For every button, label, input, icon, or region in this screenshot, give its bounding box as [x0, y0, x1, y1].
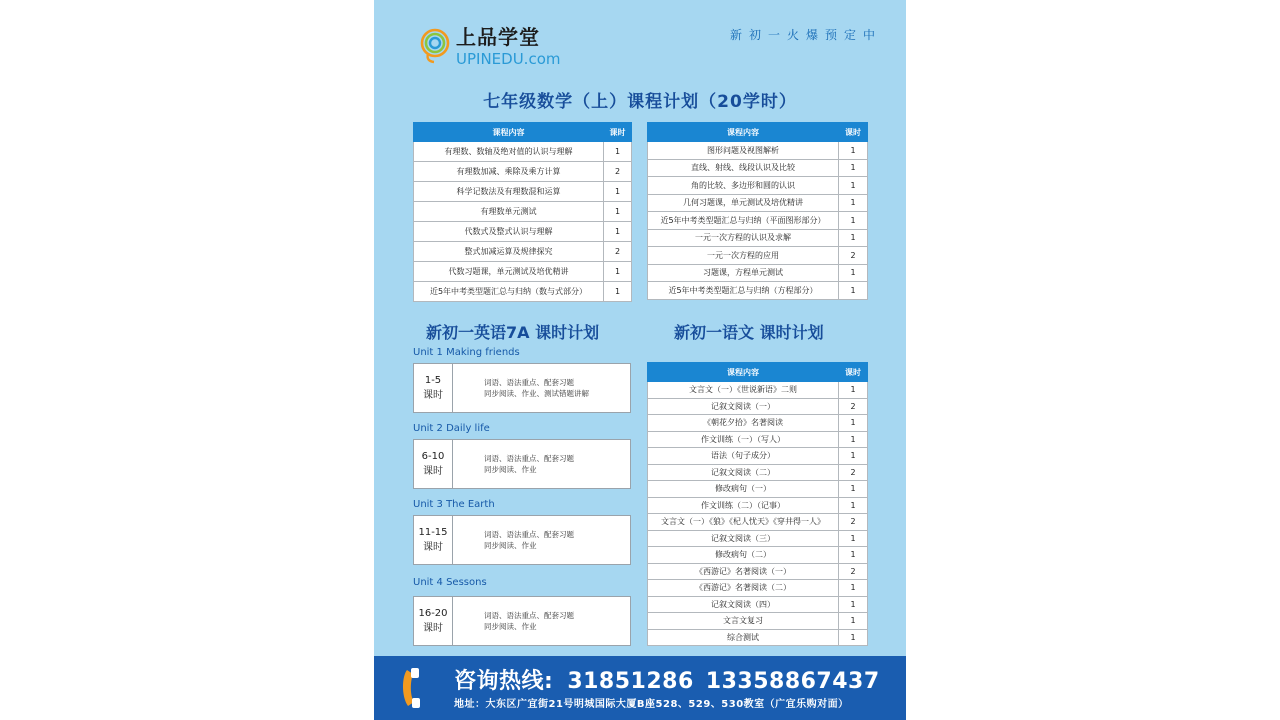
hotline [454, 664, 880, 695]
table-row [414, 262, 632, 282]
course-content-cell: 近5年中考类型题汇总与归纳（平面图形部分） [648, 212, 839, 230]
table-row [648, 212, 868, 230]
unit-content-line: 词语、语法重点、配套习题 [484, 378, 574, 387]
hours-cell: 1 [839, 596, 868, 613]
brand-name-cn: 上品学堂 [456, 25, 540, 49]
course-content-cell: 近5年中考类型题汇总与归纳（方程部分） [648, 282, 839, 300]
unit-4-box [413, 596, 631, 646]
course-content-cell: 综合测试 [648, 629, 839, 646]
table-row [414, 142, 632, 162]
course-content-cell: 图形问题及视图解析 [648, 142, 839, 160]
hours-cell: 2 [839, 514, 868, 531]
unit-hours [414, 516, 453, 564]
spiral-logo-icon [420, 28, 452, 64]
hours-cell: 1 [604, 262, 632, 282]
math-table-right [647, 122, 868, 300]
unit-1-box [413, 363, 631, 413]
address-text: 地址：大东区广宜街21号明城国际大厦B座528、529、530教室（广宜乐购对面） [454, 699, 849, 710]
table-row [648, 415, 868, 432]
chinese-plan-title: 新初一语文 课时计划 [674, 323, 824, 342]
hours-cell: 1 [839, 177, 868, 195]
table-row [648, 448, 868, 465]
table-row [648, 177, 868, 195]
table-row [648, 481, 868, 498]
course-content-cell: 修改病句（二） [648, 547, 839, 564]
unit-hours [414, 597, 453, 645]
column-header-content: 课程内容 [648, 123, 839, 142]
unit-hour-range: 1-5 [424, 375, 442, 386]
hours-cell: 1 [839, 530, 868, 547]
hours-cell: 1 [839, 229, 868, 247]
hours-cell: 1 [839, 431, 868, 448]
hours-cell: 1 [839, 613, 868, 630]
unit-1-label: Unit 1 Making friends [413, 347, 520, 358]
english-plan-title: 新初一英语7A 课时计划 [426, 323, 600, 342]
course-content-cell: 整式加减运算及规律探究 [414, 242, 604, 262]
table-row [648, 398, 868, 415]
unit-content [484, 364, 589, 412]
unit-4-label: Unit 4 Sessons [413, 577, 487, 588]
course-content-cell: 代数习题课，单元测试及培优精讲 [414, 262, 604, 282]
course-content-cell: 有理数单元测试 [414, 202, 604, 222]
table-row [648, 596, 868, 613]
promo-tagline: 新初一火爆预定中 [729, 28, 882, 42]
unit-3-label: Unit 3 The Earth [413, 499, 495, 510]
unit-hour-range: 6-10 [421, 451, 445, 462]
phone-icon [400, 666, 426, 710]
hours-cell: 1 [839, 142, 868, 160]
column-header-hours: 课时 [839, 123, 868, 142]
column-header-content: 课程内容 [648, 363, 839, 382]
table-row [648, 282, 868, 300]
course-content-cell: 角的比较、多边形和圆的认识 [648, 177, 839, 195]
hours-cell: 2 [839, 247, 868, 265]
course-content-cell: 记叙文阅读（一） [648, 398, 839, 415]
phone-number-2[interactable]: 13358867437 [705, 669, 880, 694]
brand-logo [420, 24, 580, 70]
course-content-cell: 几何习题课，单元测试及培优精讲 [648, 194, 839, 212]
course-content-cell: 文言文复习 [648, 613, 839, 630]
course-content-cell: 记叙文阅读（二） [648, 464, 839, 481]
unit-content-line: 同步阅读、作业 [484, 541, 537, 550]
hours-cell: 1 [839, 282, 868, 300]
table-header-row [648, 123, 868, 142]
unit-content-line: 同步阅读、作业 [484, 622, 537, 631]
math-plan-title: 七年级数学（上）课程计划（20学时） [483, 92, 797, 112]
chinese-table [647, 362, 868, 646]
table-row [648, 464, 868, 481]
course-content-cell: 代数式及整式认识与理解 [414, 222, 604, 242]
column-header-hours: 课时 [604, 123, 632, 142]
course-content-cell: 《西游记》名著阅读（一） [648, 563, 839, 580]
unit-content [484, 516, 574, 564]
course-content-cell: 作文训练（一）（写人） [648, 431, 839, 448]
hours-cell: 1 [604, 202, 632, 222]
hours-cell: 1 [839, 547, 868, 564]
unit-hours [414, 364, 453, 412]
table-row [648, 530, 868, 547]
hours-cell: 2 [839, 464, 868, 481]
course-content-cell: 有理数加减、乘除及乘方计算 [414, 162, 604, 182]
table-row [648, 142, 868, 160]
phone-number-1[interactable]: 31851286 [567, 669, 694, 694]
course-content-cell: 文言文（一）《世说新语》二则 [648, 382, 839, 399]
table-row [648, 563, 868, 580]
brand-name-en: UPINEDU.com [456, 50, 561, 68]
hours-cell: 1 [839, 497, 868, 514]
course-poster [374, 0, 906, 720]
table-row [414, 282, 632, 302]
column-header-hours: 课时 [839, 363, 868, 382]
hours-cell: 1 [839, 264, 868, 282]
table-header-row [648, 363, 868, 382]
table-row [648, 497, 868, 514]
table-row [648, 247, 868, 265]
hours-cell: 1 [604, 282, 632, 302]
table-row [414, 162, 632, 182]
table-row [648, 229, 868, 247]
unit-content-line: 词语、语法重点、配套习题 [484, 454, 574, 463]
course-content-cell: 科学记数法及有理数混和运算 [414, 182, 604, 202]
course-content-cell: 习题课，方程单元测试 [648, 264, 839, 282]
course-content-cell: 有理数、数轴及绝对值的认识与理解 [414, 142, 604, 162]
hours-cell: 1 [604, 222, 632, 242]
hours-cell: 1 [839, 194, 868, 212]
table-row [648, 264, 868, 282]
hours-cell: 1 [839, 382, 868, 399]
table-row [648, 613, 868, 630]
course-content-cell: 一元一次方程的认识及求解 [648, 229, 839, 247]
hotline-label: 咨询热线: [454, 669, 554, 694]
unit-hour-range: 11-15 [418, 527, 448, 538]
hours-cell: 2 [604, 242, 632, 262]
table-row [648, 159, 868, 177]
hours-cell: 1 [604, 182, 632, 202]
unit-content-line: 同步阅读、作业、测试错题讲解 [484, 389, 589, 398]
unit-hour-unit: 课时 [423, 623, 443, 634]
hours-cell: 1 [839, 415, 868, 432]
unit-content [484, 597, 574, 645]
table-row [414, 242, 632, 262]
table-row [648, 580, 868, 597]
course-content-cell: 语法（句子成分） [648, 448, 839, 465]
course-content-cell: 记叙文阅读（四） [648, 596, 839, 613]
unit-content-line: 词语、语法重点、配套习题 [484, 530, 574, 539]
course-content-cell: 《朝花夕拾》名著阅读 [648, 415, 839, 432]
unit-hour-unit: 课时 [423, 390, 443, 401]
hours-cell: 1 [839, 580, 868, 597]
course-content-cell: 一元一次方程的应用 [648, 247, 839, 265]
contact-footer [374, 656, 906, 720]
hours-cell: 1 [839, 159, 868, 177]
hours-cell: 1 [839, 448, 868, 465]
unit-content [484, 440, 574, 488]
table-row [648, 514, 868, 531]
course-content-cell: 近5年中考类型题汇总与归纳（数与式部分） [414, 282, 604, 302]
table-row [648, 629, 868, 646]
table-row [648, 431, 868, 448]
hours-cell: 2 [604, 162, 632, 182]
course-content-cell: 修改病句（一） [648, 481, 839, 498]
math-table-left [413, 122, 632, 302]
hours-cell: 1 [839, 629, 868, 646]
course-content-cell: 《西游记》名著阅读（二） [648, 580, 839, 597]
hours-cell: 1 [839, 481, 868, 498]
unit-3-box [413, 515, 631, 565]
table-header-row [414, 123, 632, 142]
table-row [414, 182, 632, 202]
unit-hour-unit: 课时 [423, 542, 443, 553]
unit-hour-range: 16-20 [418, 608, 448, 619]
table-row [414, 222, 632, 242]
table-row [414, 202, 632, 222]
course-content-cell: 文言文（一）《狼》《杞人忧天》《穿井得一人》 [648, 514, 839, 531]
hours-cell: 1 [839, 212, 868, 230]
table-row [648, 382, 868, 399]
hours-cell: 2 [839, 563, 868, 580]
unit-content-line: 同步阅读、作业 [484, 465, 537, 474]
unit-content-line: 词语、语法重点、配套习题 [484, 611, 574, 620]
unit-hours [414, 440, 453, 488]
course-content-cell: 作文训练（二）（记事） [648, 497, 839, 514]
course-content-cell: 记叙文阅读（三） [648, 530, 839, 547]
hours-cell: 1 [604, 142, 632, 162]
column-header-content: 课程内容 [414, 123, 604, 142]
course-content-cell: 直线、射线、线段认识及比较 [648, 159, 839, 177]
hours-cell: 2 [839, 398, 868, 415]
unit-2-label: Unit 2 Daily life [413, 423, 490, 434]
table-row [648, 547, 868, 564]
unit-hour-unit: 课时 [423, 466, 443, 477]
unit-2-box [413, 439, 631, 489]
table-row [648, 194, 868, 212]
